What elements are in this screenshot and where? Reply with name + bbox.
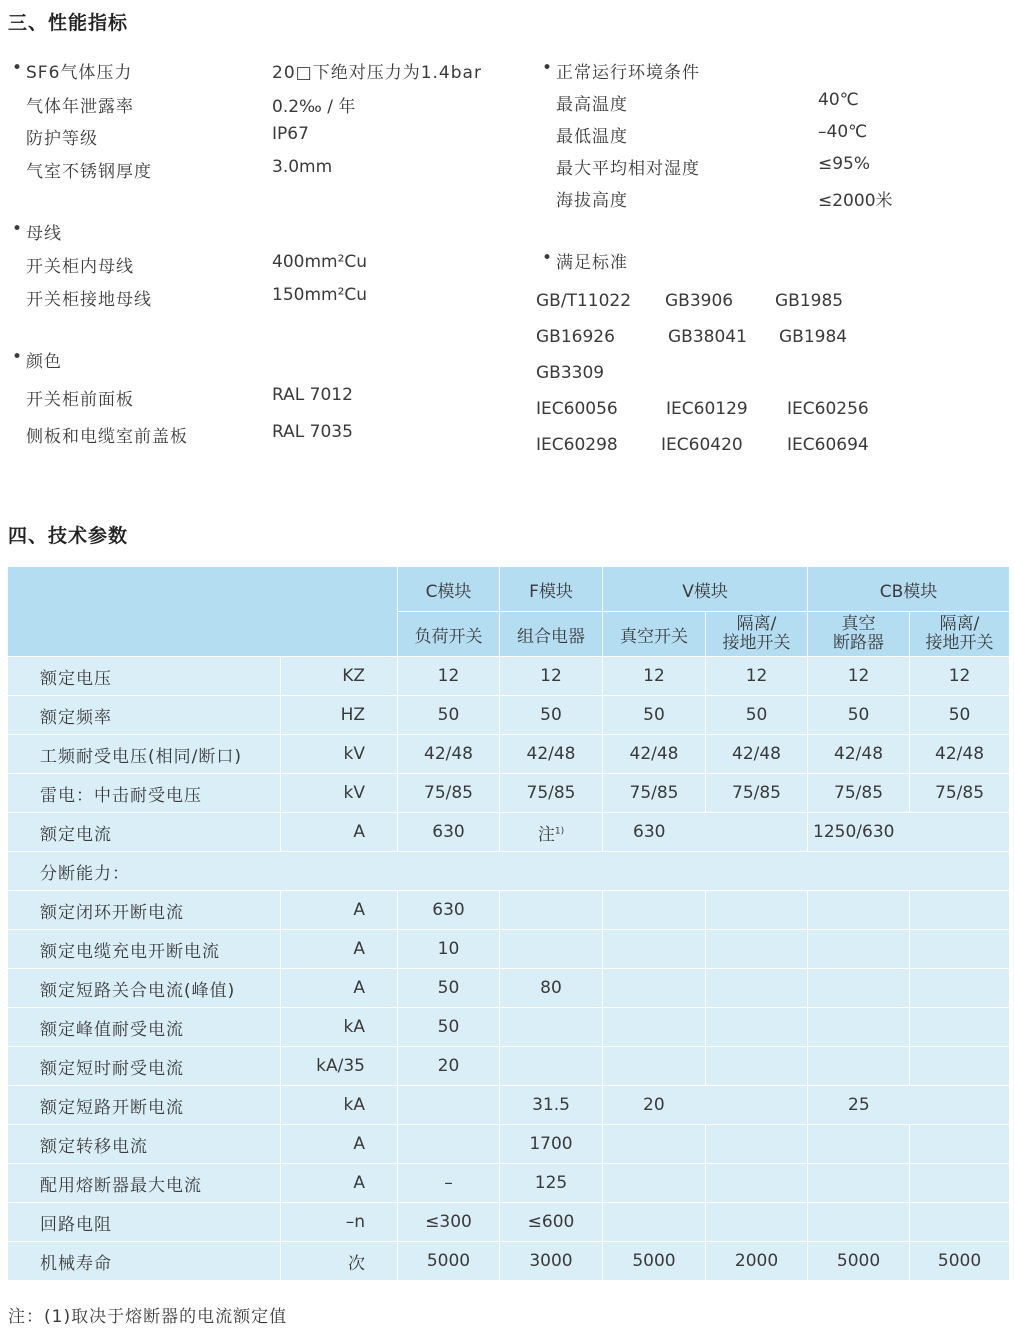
- param-unit: KZ: [281, 657, 398, 696]
- param-name: 配用熔断器最大电流: [8, 1164, 281, 1203]
- module-header: CB模块: [808, 567, 1010, 612]
- param-name: 机械寿命: [8, 1242, 281, 1281]
- table-row: [8, 1164, 1010, 1203]
- param-name: 额定短路关合电流(峰值): [8, 969, 281, 1008]
- env-label: 正常运行环境条件: [556, 63, 700, 83]
- standard-item: GB38041: [668, 327, 747, 347]
- param-value: [910, 1125, 1010, 1164]
- param-value: [706, 969, 808, 1008]
- color-row-label: 开关柜前面板: [26, 390, 134, 410]
- bullet: •: [12, 347, 23, 367]
- standard-item: IEC60420: [661, 435, 743, 455]
- param-value: [808, 891, 910, 930]
- sf6-row-value: IP67: [272, 124, 309, 144]
- param-name: 额定电缆充电开断电流: [8, 930, 281, 969]
- standard-item: GB3309: [536, 363, 605, 383]
- param-unit: kV: [281, 774, 398, 813]
- sub-header: 组合电器: [500, 612, 603, 657]
- param-value: 1700: [500, 1125, 603, 1164]
- param-name: 额定转移电流: [8, 1125, 281, 1164]
- color-row-value: RAL 7035: [272, 422, 353, 442]
- param-value: [910, 891, 1010, 930]
- param-value: 5000: [910, 1242, 1010, 1281]
- sub-header: 真空开关: [603, 612, 706, 657]
- param-unit: A: [281, 891, 398, 930]
- param-value: 5000: [398, 1242, 500, 1281]
- param-value: [603, 1203, 706, 1242]
- param-value: 注$^{1)}$: [500, 813, 603, 852]
- param-value: [706, 1125, 808, 1164]
- param-unit: kA: [281, 1086, 398, 1125]
- color-row-label: 侧板和电缆室前盖板: [26, 427, 188, 447]
- color-label: 颜色: [26, 352, 62, 372]
- busbar-label: 母线: [26, 224, 62, 244]
- param-name: 额定短时耐受电流: [8, 1047, 281, 1086]
- param-value: 12: [500, 657, 603, 696]
- param-value: 50: [398, 1008, 500, 1047]
- param-value: [808, 1164, 910, 1203]
- param-unit: kA/35: [281, 1047, 398, 1086]
- param-value: 42/48: [808, 735, 910, 774]
- param-value: 31.5: [500, 1086, 603, 1125]
- param-value: 630: [398, 813, 500, 852]
- sf6-label: SF6气体压力: [26, 63, 133, 83]
- busbar-row-label: 开关柜接地母线: [26, 290, 152, 310]
- param-value: 75/85: [398, 774, 500, 813]
- param-value: 5000: [808, 1242, 910, 1281]
- param-value: [603, 891, 706, 930]
- param-value: [706, 1203, 808, 1242]
- param-value: 12: [910, 657, 1010, 696]
- env-row-value: 40℃: [818, 90, 859, 110]
- param-value: 12: [603, 657, 706, 696]
- param-unit: 次: [281, 1242, 398, 1281]
- param-value: 80: [500, 969, 603, 1008]
- table-row: [8, 735, 1010, 774]
- sub-header: 真空 断路器: [808, 612, 910, 657]
- param-value: [603, 1164, 706, 1203]
- table-row: [8, 774, 1010, 813]
- env-row-label: 海拔高度: [556, 191, 628, 211]
- param-value: 75/85: [500, 774, 603, 813]
- param-value: [500, 1047, 603, 1086]
- header-blank: [8, 567, 398, 657]
- env-row-value: ≤2000米: [818, 191, 893, 211]
- param-value: 75/85: [706, 774, 808, 813]
- param-value: 75/85: [603, 774, 706, 813]
- param-unit: HZ: [281, 696, 398, 735]
- param-name: 工频耐受电压(相同/断口): [8, 735, 281, 774]
- param-value: [808, 1047, 910, 1086]
- param-value: 50: [910, 696, 1010, 735]
- param-value: 20: [398, 1047, 500, 1086]
- standards-label: 满足标准: [556, 253, 628, 273]
- param-name: 额定频率: [8, 696, 281, 735]
- table-row: [8, 969, 1010, 1008]
- table-row: [8, 696, 1010, 735]
- param-value: 25: [808, 1086, 1010, 1125]
- param-value: 630: [603, 813, 808, 852]
- standard-item: GB16926: [536, 327, 615, 347]
- param-name: 雷电：中击耐受电压: [8, 774, 281, 813]
- param-value: [910, 1203, 1010, 1242]
- param-value: 75/85: [808, 774, 910, 813]
- env-row-value: –40℃: [818, 122, 868, 142]
- sf6-value: 20□下绝对压力为1.4bar: [272, 63, 482, 83]
- param-value: ≤300: [398, 1203, 500, 1242]
- section4-title: 四、技术参数: [8, 525, 129, 547]
- param-value: 2000: [706, 1242, 808, 1281]
- table-row: [8, 891, 1010, 930]
- param-value: [910, 930, 1010, 969]
- param-value: [603, 969, 706, 1008]
- param-value: [706, 891, 808, 930]
- param-value: [910, 969, 1010, 1008]
- table-row: [8, 1008, 1010, 1047]
- param-value: 42/48: [910, 735, 1010, 774]
- standard-item: IEC60256: [787, 399, 869, 419]
- param-value: [706, 930, 808, 969]
- standard-item: GB1985: [775, 291, 844, 311]
- param-value: [398, 1125, 500, 1164]
- bullet: •: [12, 58, 23, 78]
- param-name: 回路电阻: [8, 1203, 281, 1242]
- param-value: –: [398, 1164, 500, 1203]
- param-name: 额定闭环开断电流: [8, 891, 281, 930]
- param-value: 12: [706, 657, 808, 696]
- param-value: [603, 1047, 706, 1086]
- sf6-row-value: 0.2‰ / 年: [272, 97, 356, 117]
- sf6-row-label: 气室不锈钢厚度: [26, 162, 152, 182]
- param-value: [706, 1008, 808, 1047]
- param-value: [910, 1008, 1010, 1047]
- table-row: [8, 657, 1010, 696]
- bullet: •: [12, 219, 23, 239]
- sub-header: 隔离/ 接地开关: [910, 612, 1010, 657]
- section3-title: 三、性能指标: [8, 12, 129, 34]
- param-value: 50: [808, 696, 910, 735]
- bullet: •: [542, 248, 553, 268]
- param-value: 50: [603, 696, 706, 735]
- tech-params-table: [7, 566, 1010, 1281]
- param-value: [500, 891, 603, 930]
- footnote: 注：(1)取决于熔断器的电流额定值: [8, 1307, 288, 1327]
- param-unit: A: [281, 813, 398, 852]
- param-value: [808, 1125, 910, 1164]
- env-row-label: 最大平均相对湿度: [556, 159, 700, 179]
- table-row: [8, 1125, 1010, 1164]
- table-row: [8, 930, 1010, 969]
- param-value: 10: [398, 930, 500, 969]
- param-unit: A: [281, 1164, 398, 1203]
- param-value: 12: [808, 657, 910, 696]
- param-value: [808, 1008, 910, 1047]
- param-value: ≤600: [500, 1203, 603, 1242]
- param-value: 5000: [603, 1242, 706, 1281]
- param-value: 630: [398, 891, 500, 930]
- param-value: [808, 930, 910, 969]
- param-value: [808, 969, 910, 1008]
- param-name: 额定短路开断电流: [8, 1086, 281, 1125]
- color-row-value: RAL 7012: [272, 385, 353, 405]
- param-value: [808, 1203, 910, 1242]
- param-value: 42/48: [603, 735, 706, 774]
- param-name: 额定电压: [8, 657, 281, 696]
- breaking-capacity-label: 分断能力：: [8, 852, 1010, 891]
- param-value: [603, 930, 706, 969]
- standard-item: GB3906: [665, 291, 734, 311]
- module-header: V模块: [603, 567, 808, 612]
- param-value: 12: [398, 657, 500, 696]
- param-value: [603, 1125, 706, 1164]
- param-value: 3000: [500, 1242, 603, 1281]
- param-name: 额定峰值耐受电流: [8, 1008, 281, 1047]
- param-value: 50: [398, 969, 500, 1008]
- bullet: •: [542, 58, 553, 78]
- busbar-row-label: 开关柜内母线: [26, 257, 134, 277]
- param-value: 42/48: [398, 735, 500, 774]
- sub-header: 隔离/ 接地开关: [706, 612, 808, 657]
- env-row-value: ≤95%: [818, 154, 871, 174]
- param-value: 42/48: [500, 735, 603, 774]
- param-value: 50: [398, 696, 500, 735]
- param-value: [910, 1047, 1010, 1086]
- param-value: [500, 930, 603, 969]
- param-value: [398, 1086, 500, 1125]
- module-header: C模块: [398, 567, 500, 612]
- param-value: 50: [500, 696, 603, 735]
- standard-item: IEC60056: [536, 399, 618, 419]
- busbar-row-value: 400mm²Cu: [272, 252, 368, 272]
- param-value: [706, 1047, 808, 1086]
- env-row-label: 最低温度: [556, 127, 628, 147]
- param-unit: A: [281, 969, 398, 1008]
- param-value: [910, 1164, 1010, 1203]
- param-value: [500, 1008, 603, 1047]
- param-value: [706, 1164, 808, 1203]
- standard-item: GB/T11022: [536, 291, 632, 311]
- param-unit: kV: [281, 735, 398, 774]
- param-value: 20: [603, 1086, 808, 1125]
- table-row: [8, 1242, 1010, 1281]
- param-name: 额定电流: [8, 813, 281, 852]
- param-value: 50: [706, 696, 808, 735]
- sf6-row-value: 3.0mm: [272, 157, 333, 177]
- standard-item: IEC60694: [787, 435, 869, 455]
- sf6-row-label: 气体年泄露率: [26, 97, 134, 117]
- param-unit: A: [281, 1125, 398, 1164]
- sub-header: 负荷开关: [398, 612, 500, 657]
- table-row: [8, 1203, 1010, 1242]
- param-value: [603, 1008, 706, 1047]
- env-row-label: 最高温度: [556, 95, 628, 115]
- module-header: F模块: [500, 567, 603, 612]
- param-value: 42/48: [706, 735, 808, 774]
- sf6-row-label: 防护等级: [26, 129, 98, 149]
- table-row: [8, 1047, 1010, 1086]
- standard-item: IEC60129: [666, 399, 748, 419]
- standard-item: IEC60298: [536, 435, 618, 455]
- standard-item: GB1984: [779, 327, 848, 347]
- param-unit: A: [281, 930, 398, 969]
- param-unit: kA: [281, 1008, 398, 1047]
- param-value: 75/85: [910, 774, 1010, 813]
- param-value: 125: [500, 1164, 603, 1203]
- param-value: 1250/630: [808, 813, 1010, 852]
- param-unit: –n: [281, 1203, 398, 1242]
- busbar-row-value: 150mm²Cu: [272, 285, 368, 305]
